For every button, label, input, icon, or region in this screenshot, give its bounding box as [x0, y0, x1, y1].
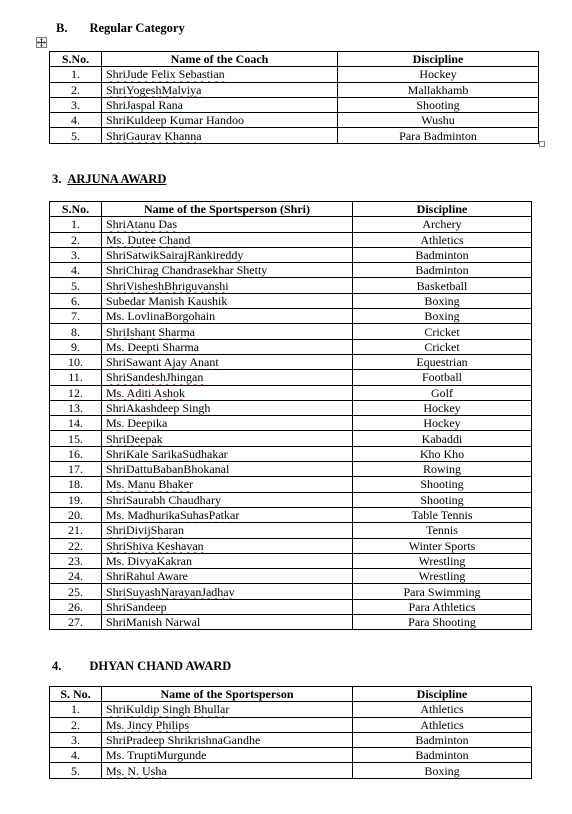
cell-discipline — [353, 462, 532, 477]
cell-sno — [50, 569, 102, 584]
cell-discipline-text: Boxing — [424, 293, 460, 308]
cell-name — [102, 615, 353, 630]
cell-sno — [50, 446, 102, 461]
cell-name-text: ShriVisheshBhriguvanshi — [106, 278, 229, 293]
cell-discipline-text: Wrestling — [418, 569, 466, 584]
table-row — [50, 748, 532, 763]
section-b-title: Regular Category — [89, 21, 185, 35]
cell-sno — [50, 113, 102, 128]
cell-sno — [50, 217, 102, 232]
table-header-row — [50, 52, 539, 67]
cell-sno-text: 2. — [71, 232, 80, 247]
cell-name — [102, 67, 338, 82]
cell-sno-text: 26. — [68, 599, 83, 614]
header-sno: S.No. — [50, 52, 102, 67]
cell-discipline-text: Mallakhamb — [407, 82, 469, 97]
cell-sno — [50, 717, 102, 732]
cell-sno-text: 6. — [71, 293, 80, 308]
cell-name-text: Ms. TruptiMurgunde — [106, 748, 207, 763]
cell-discipline-text: Football — [421, 370, 462, 385]
cell-sno-text: 1. — [71, 67, 80, 82]
cell-discipline-text: Para Badminton — [399, 128, 477, 143]
cell-name — [102, 339, 353, 354]
cell-sno — [50, 553, 102, 568]
table-row — [50, 763, 532, 778]
cell-name — [102, 538, 353, 553]
table-row — [50, 507, 532, 522]
header-sno: S. No. — [50, 687, 102, 702]
table-row — [50, 247, 532, 262]
cell-sno — [50, 128, 102, 143]
cell-name-text: ShriYogeshMalviya — [106, 82, 202, 97]
cell-sno — [50, 293, 102, 308]
cell-sno-text: 5. — [71, 278, 80, 293]
cell-sno-text: 22. — [68, 538, 83, 553]
cell-sno-text: 3. — [71, 98, 80, 113]
cell-name — [102, 492, 353, 507]
table-row — [50, 67, 539, 82]
table-row — [50, 232, 532, 247]
cell-name — [102, 477, 353, 492]
table-row — [50, 370, 532, 385]
cell-discipline-text: Kabaddi — [421, 431, 463, 446]
cell-sno — [50, 523, 102, 538]
cell-discipline-text: Cricket — [424, 339, 460, 354]
cell-name-text: Ms. LovlinaBorgohain — [106, 309, 216, 324]
cell-sno — [50, 732, 102, 747]
cell-sno-text: 24. — [68, 569, 83, 584]
cell-name — [102, 717, 353, 732]
table-row — [50, 523, 532, 538]
cell-discipline-text: Para Swimming — [403, 584, 481, 599]
cell-discipline-text: Winter Sports — [408, 538, 476, 553]
cell-name — [102, 232, 353, 247]
cell-name — [102, 523, 353, 538]
cell-name-text: ShriRahul Aware — [106, 569, 188, 584]
cell-sno-text: 14. — [68, 416, 83, 431]
cell-name-text: ShriKuldeep Kumar Handoo — [106, 113, 244, 128]
cell-name — [102, 354, 353, 369]
cell-name-text: ShriChirag Chandrasekhar Shetty — [106, 263, 268, 278]
cell-discipline — [353, 477, 532, 492]
cell-discipline-text: Hockey — [423, 401, 461, 415]
cell-discipline-text: Boxing — [424, 309, 460, 324]
cell-discipline — [353, 324, 532, 339]
cell-discipline-text: Kho Kho — [419, 446, 465, 461]
header-discipline: Discipline — [353, 687, 532, 702]
cell-name — [102, 324, 353, 339]
cell-sno — [50, 339, 102, 354]
cell-name — [102, 113, 338, 128]
cell-sno — [50, 232, 102, 247]
cell-sno-text: 4. — [71, 263, 80, 278]
cell-discipline — [353, 263, 532, 278]
table-row — [50, 82, 539, 97]
cell-sno-text: 16. — [68, 446, 83, 461]
cell-name-text: Ms. Aditi Ashok — [106, 385, 186, 400]
cell-name — [102, 763, 353, 778]
cell-name — [102, 400, 353, 415]
cell-sno — [50, 492, 102, 507]
table-row — [50, 584, 532, 599]
cell-name-text: ShriJude Felix Sebastian — [106, 67, 225, 82]
header-discipline: Discipline — [338, 52, 539, 67]
section-3-title: ARJUNA AWARD — [67, 172, 167, 186]
cell-sno — [50, 748, 102, 763]
cell-name — [102, 584, 353, 599]
cell-name-text: ShriDattuBabanBhokanal — [106, 462, 230, 477]
cell-discipline — [353, 232, 532, 247]
cell-name-text: ShriKuldip Singh Bhullar — [106, 702, 230, 717]
cell-name-text: ShriSaurabh Chaudhary — [106, 492, 221, 507]
table-row — [50, 293, 532, 308]
cell-name — [102, 507, 353, 522]
cell-sno — [50, 416, 102, 431]
cell-sno — [50, 584, 102, 599]
table-row — [50, 128, 539, 143]
cell-discipline — [353, 553, 532, 568]
cell-discipline — [353, 446, 532, 461]
cell-discipline-text: Shooting — [420, 477, 464, 492]
cell-sno — [50, 702, 102, 717]
cell-sno-text: 27. — [68, 615, 83, 630]
table-resize-handle-icon[interactable] — [539, 141, 545, 147]
cell-discipline-text: Badminton — [415, 263, 469, 278]
cell-discipline — [353, 584, 532, 599]
cell-discipline — [353, 339, 532, 354]
cell-sno — [50, 462, 102, 477]
table-row — [50, 431, 532, 446]
table-header-row — [50, 202, 532, 217]
cell-name-text: ShriSuyashNarayanJadhav — [106, 584, 235, 599]
table-header-row — [50, 687, 532, 702]
cell-sno — [50, 370, 102, 385]
table-row — [50, 400, 532, 415]
cell-discipline — [338, 82, 539, 97]
cell-name — [102, 309, 353, 324]
cell-sno-text: 3. — [71, 733, 80, 748]
table-row — [50, 492, 532, 507]
cell-discipline — [353, 702, 532, 717]
cell-sno — [50, 763, 102, 778]
table-row — [50, 538, 532, 553]
table-row — [50, 702, 532, 717]
table-row — [50, 615, 532, 630]
cell-sno — [50, 385, 102, 400]
cell-discipline-text: Hockey — [423, 416, 461, 431]
cell-sno-text: 1. — [71, 702, 80, 717]
cell-sno — [50, 477, 102, 492]
cell-name — [102, 217, 353, 232]
cell-name-text: ShriPradeep ShrikrishnaGandhe — [106, 733, 261, 748]
cell-sno — [50, 309, 102, 324]
cell-name-text: ShriGaurav Khanna — [106, 128, 202, 143]
cell-sno-text: 1. — [71, 217, 80, 232]
cell-discipline — [338, 67, 539, 82]
section-b-number: B. — [56, 21, 68, 35]
cell-discipline-text: Badminton — [415, 748, 469, 763]
cell-discipline — [353, 717, 532, 732]
cell-sno — [50, 599, 102, 614]
table-row — [50, 309, 532, 324]
header-name: Name of the Sportsperson — [102, 687, 353, 702]
cell-sno-text: 18. — [68, 477, 83, 492]
cell-name — [102, 97, 338, 112]
cell-name-text: ShriAtanu Das — [106, 217, 177, 232]
cell-name — [102, 293, 353, 308]
cell-sno — [50, 507, 102, 522]
cell-name — [102, 431, 353, 446]
cell-name-text: Ms. DivyaKakran — [106, 553, 192, 568]
cell-discipline-text: Hockey — [419, 67, 457, 82]
cell-discipline-text: Para Shooting — [408, 615, 476, 630]
table-row — [50, 324, 532, 339]
table-row — [50, 354, 532, 369]
cell-discipline — [353, 732, 532, 747]
table-move-handle-icon[interactable] — [36, 37, 47, 48]
cell-discipline-text: Shooting — [416, 98, 460, 113]
table-row — [50, 113, 539, 128]
header-name: Name of the Sportsperson (Shri) — [102, 202, 353, 217]
table-row — [50, 732, 532, 747]
cell-sno-text: 10. — [68, 355, 83, 370]
cell-sno — [50, 354, 102, 369]
cell-discipline-text: Basketball — [416, 278, 468, 293]
cell-sno-text: 5. — [71, 763, 80, 778]
cell-sno — [50, 247, 102, 262]
cell-sno — [50, 263, 102, 278]
cell-sno-text: 23. — [68, 553, 83, 568]
cell-sno — [50, 431, 102, 446]
cell-discipline-text: Athletics — [420, 702, 464, 717]
cell-discipline-text: Athletics — [420, 232, 464, 247]
cell-name-text: Ms. N. Usha — [106, 763, 167, 778]
cell-name — [102, 263, 353, 278]
cell-discipline-text: Athletics — [420, 717, 464, 732]
cell-discipline — [338, 97, 539, 112]
cell-discipline-text: Tennis — [426, 523, 458, 538]
cell-sno-text: 19. — [68, 492, 83, 507]
cell-discipline — [353, 599, 532, 614]
cell-name-text: Ms. Deepika — [106, 416, 168, 431]
cell-sno — [50, 400, 102, 415]
cell-discipline — [353, 354, 532, 369]
section-4-heading — [52, 659, 231, 674]
cell-discipline — [353, 507, 532, 522]
cell-name — [102, 128, 338, 143]
cell-sno-text: 21. — [68, 523, 83, 538]
section-3-heading — [52, 172, 166, 187]
dhyan-chand-award-table — [49, 686, 532, 779]
cell-name — [102, 702, 353, 717]
table-row — [50, 217, 532, 232]
cell-sno-text: 8. — [71, 324, 80, 339]
cell-discipline-text: Badminton — [415, 733, 469, 748]
cell-sno-text: 3. — [71, 248, 80, 263]
table-row — [50, 717, 532, 732]
cell-name-text: ShriSawant Ajay Anant — [106, 355, 219, 370]
section-4-title: DHYAN CHAND AWARD — [89, 659, 232, 673]
cell-name-text: ShriSatwikSairajRankireddy — [106, 248, 244, 263]
section-4-number: 4. — [52, 659, 62, 673]
cell-discipline — [353, 523, 532, 538]
cell-discipline-text: Archery — [422, 217, 462, 232]
cell-sno-text: 12. — [68, 385, 83, 400]
cell-name-text: Ms. Jincy Philips — [106, 717, 190, 732]
cell-name — [102, 370, 353, 385]
cell-discipline — [353, 370, 532, 385]
coach-table — [49, 51, 539, 144]
cell-sno-text: 2. — [71, 717, 80, 732]
cell-discipline — [353, 293, 532, 308]
cell-sno-text: 13. — [68, 401, 83, 415]
cell-name — [102, 599, 353, 614]
table-row — [50, 97, 539, 112]
cell-name-text: Ms. Dutee Chand — [106, 232, 191, 247]
cell-discipline — [353, 763, 532, 778]
cell-sno-text: 25. — [68, 584, 83, 599]
cell-name-text: Ms. MadhurikaSuhasPatkar — [106, 508, 240, 523]
table-row — [50, 339, 532, 354]
cell-discipline — [353, 431, 532, 446]
cell-name — [102, 416, 353, 431]
cell-sno — [50, 538, 102, 553]
cell-name-text: Ms. Manu Bhaker — [106, 477, 193, 492]
cell-sno-text: 2. — [71, 82, 80, 97]
cell-discipline — [353, 247, 532, 262]
cell-name — [102, 732, 353, 747]
cell-name-text: ShriDivijSharan — [106, 523, 184, 538]
cell-discipline — [353, 400, 532, 415]
cell-discipline — [338, 113, 539, 128]
header-discipline: Discipline — [353, 202, 532, 217]
cell-discipline — [353, 615, 532, 630]
table-row — [50, 278, 532, 293]
cell-discipline — [353, 278, 532, 293]
cell-sno-text: 4. — [71, 113, 80, 128]
cell-sno — [50, 278, 102, 293]
cell-discipline — [353, 309, 532, 324]
header-sno: S.No. — [50, 202, 102, 217]
arjuna-award-table — [49, 201, 532, 630]
cell-name-text: ShriDeepak — [106, 431, 163, 446]
cell-discipline — [353, 217, 532, 232]
table-row — [50, 477, 532, 492]
table-row — [50, 553, 532, 568]
cell-discipline-text: Golf — [431, 385, 453, 400]
cell-name — [102, 385, 353, 400]
cell-discipline — [353, 538, 532, 553]
cell-discipline-text: Equestrian — [416, 355, 468, 370]
table-row — [50, 599, 532, 614]
cell-sno-text: 5. — [71, 128, 80, 143]
cell-name-text: Ms. Deepti Sharma — [106, 339, 199, 354]
cell-sno-text: 15. — [68, 431, 83, 446]
cell-discipline-text: Cricket — [424, 324, 460, 339]
cell-discipline-text: Shooting — [420, 492, 464, 507]
cell-sno-text: 9. — [71, 339, 80, 354]
cell-sno-text: 11. — [68, 370, 83, 385]
cell-name — [102, 247, 353, 262]
cell-sno-text: 17. — [68, 462, 83, 477]
cell-sno — [50, 67, 102, 82]
table-row — [50, 462, 532, 477]
cell-name — [102, 748, 353, 763]
cell-name-text: ShriShiva Keshavan — [106, 538, 204, 553]
cell-name — [102, 553, 353, 568]
cell-sno — [50, 97, 102, 112]
cell-name-text: ShriJaspal Rana — [106, 98, 183, 113]
cell-sno-text: 4. — [71, 748, 80, 763]
cell-name-text: ShriSandeshJhingan — [106, 370, 204, 385]
cell-discipline-text: Rowing — [422, 462, 461, 477]
cell-discipline-text: Badminton — [415, 248, 469, 263]
cell-name — [102, 462, 353, 477]
cell-sno-text: 20. — [68, 508, 83, 523]
cell-name — [102, 278, 353, 293]
cell-name-text: ShriSandeep — [106, 599, 167, 614]
cell-discipline-text: Boxing — [424, 763, 460, 778]
cell-discipline-text: Wrestling — [418, 553, 466, 568]
cell-name-text: ShriIshant Sharma — [106, 324, 195, 339]
cell-discipline-text: Wushu — [421, 113, 455, 128]
table-row — [50, 569, 532, 584]
cell-name-text: ShriManish Narwal — [106, 615, 201, 630]
cell-discipline — [353, 748, 532, 763]
header-name: Name of the Coach — [102, 52, 338, 67]
cell-discipline — [353, 385, 532, 400]
table-row — [50, 263, 532, 278]
cell-sno-text: 7. — [71, 309, 80, 324]
section-b-heading — [56, 21, 185, 36]
cell-discipline — [338, 128, 539, 143]
cell-discipline — [353, 416, 532, 431]
cell-discipline — [353, 492, 532, 507]
table-row — [50, 416, 532, 431]
cell-name-text: ShriAkashdeep Singh — [106, 401, 211, 415]
cell-name-text: ShriKale SarikaSudhakar — [106, 446, 228, 461]
cell-sno — [50, 615, 102, 630]
cell-name — [102, 446, 353, 461]
table-row — [50, 385, 532, 400]
cell-name — [102, 569, 353, 584]
table-row — [50, 446, 532, 461]
cell-discipline — [353, 569, 532, 584]
cell-discipline-text: Para Athletics — [408, 599, 476, 614]
cell-sno — [50, 324, 102, 339]
cell-discipline-text: Table Tennis — [411, 508, 473, 523]
cell-sno — [50, 82, 102, 97]
cell-name-text: Subedar Manish Kaushik — [106, 293, 228, 308]
section-3-number: 3. — [52, 172, 62, 186]
cell-name — [102, 82, 338, 97]
